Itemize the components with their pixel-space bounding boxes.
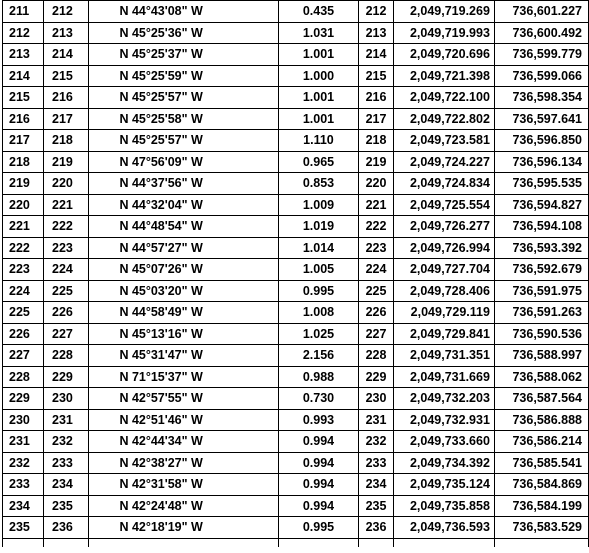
to-point-cell: 220 [44, 173, 89, 195]
to-point-cell [44, 538, 89, 547]
bearing-cell: N 44°48'54" W [89, 216, 279, 238]
bearing-cell: N 42°38'27" W [89, 452, 279, 474]
table-row [3, 409, 589, 431]
distance-cell: 1.001 [279, 44, 358, 66]
easting-cell: 736,591.975 [494, 280, 588, 302]
point-cell: 228 [358, 345, 394, 367]
easting-cell: 736,584.869 [494, 474, 588, 496]
bearing-cell: N 42°24'48" W [89, 495, 279, 517]
northing-cell: 2,049,732.203 [394, 388, 494, 410]
point-cell: 229 [358, 366, 394, 388]
to-point-cell: 226 [44, 302, 89, 324]
distance-cell: 1.001 [279, 108, 358, 130]
easting-cell: 736,587.564 [494, 388, 588, 410]
from-point-cell: 212 [3, 22, 44, 44]
distance-cell: 1.008 [279, 302, 358, 324]
northing-cell: 2,049,729.119 [394, 302, 494, 324]
from-point-cell: 234 [3, 495, 44, 517]
to-point-cell: 213 [44, 22, 89, 44]
to-point-cell: 221 [44, 194, 89, 216]
table-row [3, 259, 589, 281]
table-row [3, 302, 589, 324]
point-cell: 225 [358, 280, 394, 302]
easting-cell: 736,593.392 [494, 237, 588, 259]
distance-cell: 0.994 [279, 495, 358, 517]
to-point-cell: 232 [44, 431, 89, 453]
table-row [3, 431, 589, 453]
distance-cell: 0.435 [279, 1, 358, 23]
northing-cell: 2,049,722.100 [394, 87, 494, 109]
northing-cell: 2,049,719.993 [394, 22, 494, 44]
to-point-cell: 214 [44, 44, 89, 66]
distance-cell [279, 538, 358, 547]
distance-cell: 0.965 [279, 151, 358, 173]
northing-cell: 2,049,719.269 [394, 1, 494, 23]
point-cell: 233 [358, 452, 394, 474]
table-row [3, 22, 589, 44]
from-point-cell: 216 [3, 108, 44, 130]
bearing-cell: N 44°57'27" W [89, 237, 279, 259]
northing-cell: 2,049,722.802 [394, 108, 494, 130]
point-cell: 217 [358, 108, 394, 130]
table-row [3, 474, 589, 496]
from-point-cell: 223 [3, 259, 44, 281]
to-point-cell: 234 [44, 474, 89, 496]
to-point-cell: 217 [44, 108, 89, 130]
from-point-cell: 228 [3, 366, 44, 388]
point-cell: 213 [358, 22, 394, 44]
easting-cell: 736,594.108 [494, 216, 588, 238]
bearing-cell: N 42°18'19" W [89, 517, 279, 539]
survey-coordinates-table [2, 0, 589, 547]
easting-cell: 736,585.541 [494, 452, 588, 474]
point-cell: 219 [358, 151, 394, 173]
to-point-cell: 216 [44, 87, 89, 109]
from-point-cell [3, 538, 44, 547]
northing-cell: 2,049,735.858 [394, 495, 494, 517]
distance-cell: 1.001 [279, 87, 358, 109]
from-point-cell: 227 [3, 345, 44, 367]
bearing-cell: N 44°43'08" W [89, 1, 279, 23]
to-point-cell: 212 [44, 1, 89, 23]
easting-cell: 736,596.134 [494, 151, 588, 173]
table-row [3, 323, 589, 345]
bearing-cell: N 45°13'16" W [89, 323, 279, 345]
northing-cell: 2,049,726.994 [394, 237, 494, 259]
point-cell: 224 [358, 259, 394, 281]
bearing-cell: N 45°25'58" W [89, 108, 279, 130]
bearing-cell: N 45°25'37" W [89, 44, 279, 66]
easting-cell: 736,596.850 [494, 130, 588, 152]
to-point-cell: 236 [44, 517, 89, 539]
distance-cell: 1.025 [279, 323, 358, 345]
distance-cell: 0.994 [279, 474, 358, 496]
to-point-cell: 230 [44, 388, 89, 410]
distance-cell: 1.005 [279, 259, 358, 281]
bearing-cell: N 42°57'55" W [89, 388, 279, 410]
point-cell: 220 [358, 173, 394, 195]
easting-cell: 736,592.679 [494, 259, 588, 281]
easting-cell: 736,597.641 [494, 108, 588, 130]
bearing-cell: N 44°32'04" W [89, 194, 279, 216]
point-cell: 231 [358, 409, 394, 431]
easting-cell: 736,588.062 [494, 366, 588, 388]
from-point-cell: 231 [3, 431, 44, 453]
point-cell: 218 [358, 130, 394, 152]
table-row [3, 87, 589, 109]
easting-cell: 736,588.997 [494, 345, 588, 367]
point-cell: 221 [358, 194, 394, 216]
from-point-cell: 224 [3, 280, 44, 302]
distance-cell: 0.995 [279, 517, 358, 539]
easting-cell: 736,595.535 [494, 173, 588, 195]
to-point-cell: 229 [44, 366, 89, 388]
bearing-cell: N 45°07'26" W [89, 259, 279, 281]
table-row [3, 151, 589, 173]
point-cell: 232 [358, 431, 394, 453]
northing-cell: 2,049,725.554 [394, 194, 494, 216]
easting-cell: 736,600.492 [494, 22, 588, 44]
bearing-cell: N 42°51'46" W [89, 409, 279, 431]
easting-cell: 736,586.214 [494, 431, 588, 453]
northing-cell: 2,049,729.841 [394, 323, 494, 345]
northing-cell: 2,049,731.669 [394, 366, 494, 388]
from-point-cell: 221 [3, 216, 44, 238]
table-row [3, 194, 589, 216]
table-row [3, 216, 589, 238]
bearing-cell: N 71°15'37" W [89, 366, 279, 388]
from-point-cell: 226 [3, 323, 44, 345]
bearing-cell: N 45°03'20" W [89, 280, 279, 302]
table-row [3, 388, 589, 410]
easting-cell: 736,586.888 [494, 409, 588, 431]
from-point-cell: 217 [3, 130, 44, 152]
bearing-cell: N 45°25'59" W [89, 65, 279, 87]
northing-cell: 2,049,724.227 [394, 151, 494, 173]
point-cell: 235 [358, 495, 394, 517]
northing-cell: 2,049,736.593 [394, 517, 494, 539]
point-cell: 216 [358, 87, 394, 109]
easting-cell: 736,599.066 [494, 65, 588, 87]
table-row [3, 280, 589, 302]
from-point-cell: 232 [3, 452, 44, 474]
easting-cell: 736,599.779 [494, 44, 588, 66]
to-point-cell: 219 [44, 151, 89, 173]
point-cell: 226 [358, 302, 394, 324]
easting-cell: 736,598.354 [494, 87, 588, 109]
bearing-cell: N 44°58'49" W [89, 302, 279, 324]
distance-cell: 1.019 [279, 216, 358, 238]
distance-cell: 1.031 [279, 22, 358, 44]
table-row [3, 366, 589, 388]
point-cell [358, 538, 394, 547]
point-cell: 236 [358, 517, 394, 539]
northing-cell: 2,049,734.392 [394, 452, 494, 474]
from-point-cell: 225 [3, 302, 44, 324]
to-point-cell: 223 [44, 237, 89, 259]
from-point-cell: 229 [3, 388, 44, 410]
distance-cell: 0.730 [279, 388, 358, 410]
bearing-cell: N 45°31'47" W [89, 345, 279, 367]
easting-cell: 736,584.199 [494, 495, 588, 517]
point-cell: 222 [358, 216, 394, 238]
from-point-cell: 233 [3, 474, 44, 496]
easting-cell [494, 538, 588, 547]
distance-cell: 0.988 [279, 366, 358, 388]
to-point-cell: 227 [44, 323, 89, 345]
point-cell: 214 [358, 44, 394, 66]
easting-cell: 736,583.529 [494, 517, 588, 539]
distance-cell: 0.993 [279, 409, 358, 431]
from-point-cell: 215 [3, 87, 44, 109]
northing-cell: 2,049,726.277 [394, 216, 494, 238]
northing-cell: 2,049,733.660 [394, 431, 494, 453]
point-cell: 234 [358, 474, 394, 496]
table-row [3, 173, 589, 195]
easting-cell: 736,590.536 [494, 323, 588, 345]
to-point-cell: 225 [44, 280, 89, 302]
table-row [3, 130, 589, 152]
point-cell: 230 [358, 388, 394, 410]
table-row [3, 65, 589, 87]
from-point-cell: 222 [3, 237, 44, 259]
table-row [3, 44, 589, 66]
distance-cell: 1.009 [279, 194, 358, 216]
easting-cell: 736,591.263 [494, 302, 588, 324]
easting-cell: 736,594.827 [494, 194, 588, 216]
bearing-cell: N 45°25'57" W [89, 130, 279, 152]
distance-cell: 0.995 [279, 280, 358, 302]
table-row [3, 237, 589, 259]
to-point-cell: 222 [44, 216, 89, 238]
distance-cell: 1.000 [279, 65, 358, 87]
from-point-cell: 211 [3, 1, 44, 23]
table-row [3, 517, 589, 539]
from-point-cell: 213 [3, 44, 44, 66]
distance-cell: 0.994 [279, 431, 358, 453]
table-row [3, 108, 589, 130]
northing-cell: 2,049,720.696 [394, 44, 494, 66]
table-row [3, 345, 589, 367]
table-body [3, 1, 589, 547]
point-cell: 227 [358, 323, 394, 345]
northing-cell: 2,049,724.834 [394, 173, 494, 195]
distance-cell: 0.994 [279, 452, 358, 474]
point-cell: 215 [358, 65, 394, 87]
northing-cell: 2,049,735.124 [394, 474, 494, 496]
bearing-cell: N 42°31'58" W [89, 474, 279, 496]
to-point-cell: 228 [44, 345, 89, 367]
easting-cell: 736,601.227 [494, 1, 588, 23]
table-row-partial [3, 538, 589, 547]
from-point-cell: 218 [3, 151, 44, 173]
bearing-cell: N 42°44'34" W [89, 431, 279, 453]
table-row [3, 495, 589, 517]
from-point-cell: 214 [3, 65, 44, 87]
distance-cell: 1.014 [279, 237, 358, 259]
northing-cell [394, 538, 494, 547]
distance-cell: 1.110 [279, 130, 358, 152]
northing-cell: 2,049,731.351 [394, 345, 494, 367]
table-row [3, 452, 589, 474]
northing-cell: 2,049,732.931 [394, 409, 494, 431]
bearing-cell: N 45°25'57" W [89, 87, 279, 109]
bearing-cell: N 44°37'56" W [89, 173, 279, 195]
to-point-cell: 218 [44, 130, 89, 152]
northing-cell: 2,049,727.704 [394, 259, 494, 281]
distance-cell: 0.853 [279, 173, 358, 195]
to-point-cell: 235 [44, 495, 89, 517]
bearing-cell: N 47°56'09" W [89, 151, 279, 173]
to-point-cell: 224 [44, 259, 89, 281]
northing-cell: 2,049,721.398 [394, 65, 494, 87]
from-point-cell: 220 [3, 194, 44, 216]
to-point-cell: 231 [44, 409, 89, 431]
bearing-cell [89, 538, 279, 547]
point-cell: 212 [358, 1, 394, 23]
northing-cell: 2,049,723.581 [394, 130, 494, 152]
from-point-cell: 219 [3, 173, 44, 195]
bearing-cell: N 45°25'36" W [89, 22, 279, 44]
point-cell: 223 [358, 237, 394, 259]
to-point-cell: 233 [44, 452, 89, 474]
northing-cell: 2,049,728.406 [394, 280, 494, 302]
to-point-cell: 215 [44, 65, 89, 87]
from-point-cell: 235 [3, 517, 44, 539]
distance-cell: 2.156 [279, 345, 358, 367]
table-row [3, 1, 589, 23]
from-point-cell: 230 [3, 409, 44, 431]
